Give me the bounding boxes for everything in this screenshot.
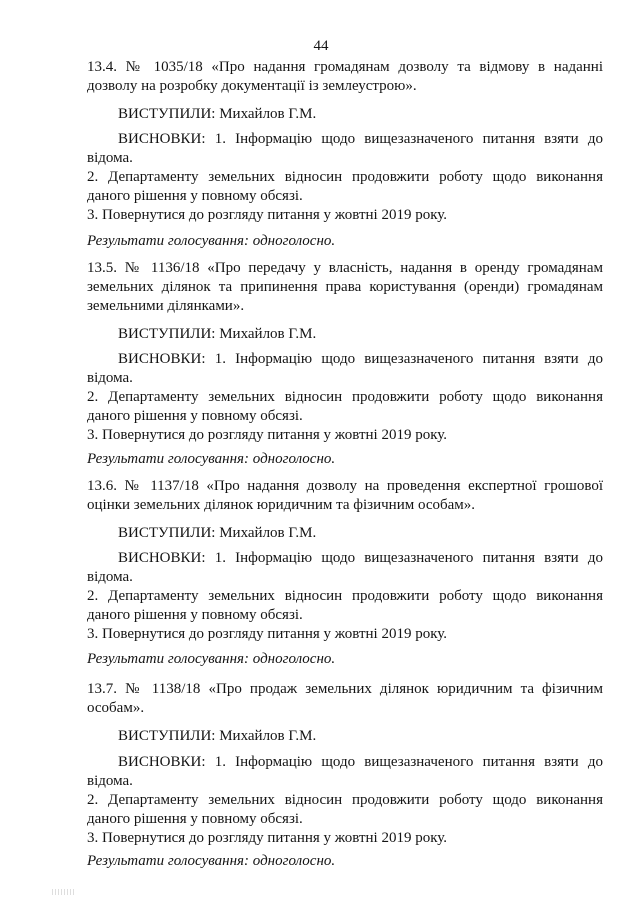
item-13-7-vote-result: Результати голосування: одноголосно. bbox=[87, 853, 336, 869]
item-13-5-vote-result: Результати голосування: одноголосно. bbox=[87, 451, 336, 467]
item-13-6-speakers: ВИСТУПИЛИ: Михайлов Г.М. bbox=[118, 525, 317, 541]
item-13-6-conclusion-line-5: 3. Повернутися до розгляду питання у жовтні 2019 року. bbox=[87, 626, 448, 642]
item-13-7-conclusion-line-5: 3. Повернутися до розгляду питання у жовтні 2019 року. bbox=[87, 830, 448, 846]
item-13-7-conclusion-line-1: ВИСНОВКИ: 1. Інформацію щодо вищезазначеного питання взяти до bbox=[118, 754, 603, 770]
item-13-5-title-line-2: земельних ділянок та припинення права користування (оренди) громадянам bbox=[87, 279, 603, 295]
item-13-5-speakers: ВИСТУПИЛИ: Михайлов Г.М. bbox=[118, 326, 317, 342]
item-13-5-conclusion-line-2: відома. bbox=[87, 370, 133, 386]
item-13-6-conclusion-line-2: відома. bbox=[87, 569, 133, 585]
item-13-7-conclusion-line-3: 2. Департаменту земельних відносин продовжити роботу щодо виконання bbox=[87, 792, 603, 808]
item-13-5-title-line-1: 13.5. № 1136/18 «Про передачу у власність, надання в оренду громадянам bbox=[87, 260, 603, 276]
item-13-4-speakers: ВИСТУПИЛИ: Михайлов Г.М. bbox=[118, 106, 317, 122]
item-13-7-title-line-2: особам». bbox=[87, 700, 145, 716]
item-13-6-vote-result: Результати голосування: одноголосно. bbox=[87, 651, 336, 667]
item-13-7-conclusion-line-4: даного рішення у повному обсязі. bbox=[87, 811, 303, 827]
item-13-5-conclusion-line-4: даного рішення у повному обсязі. bbox=[87, 408, 303, 424]
item-13-7-speakers: ВИСТУПИЛИ: Михайлов Г.М. bbox=[118, 728, 317, 744]
item-13-4-conclusion-line-4: даного рішення у повному обсязі. bbox=[87, 188, 303, 204]
page-number: 44 bbox=[313, 38, 329, 54]
item-13-4-title-line-2: дозволу на розробку документації із землеустрою». bbox=[87, 78, 417, 94]
item-13-4-conclusion-line-5: 3. Повернутися до розгляду питання у жовтні 2019 року. bbox=[87, 207, 448, 223]
item-13-4-vote-result: Результати голосування: одноголосно. bbox=[87, 233, 336, 249]
item-13-7-conclusion-line-2: відома. bbox=[87, 773, 133, 789]
item-13-5-conclusion-line-5: 3. Повернутися до розгляду питання у жовтні 2019 року. bbox=[87, 427, 448, 443]
item-13-6-title-line-1: 13.6. № 1137/18 «Про надання дозволу на проведення експертної грошової bbox=[87, 478, 603, 494]
item-13-4-conclusion-line-3: 2. Департаменту земельних відносин продовжити роботу щодо виконання bbox=[87, 169, 603, 185]
item-13-5-title-line-3: земельними ділянками». bbox=[87, 298, 245, 314]
item-13-6-conclusion-line-1: ВИСНОВКИ: 1. Інформацію щодо вищезазначеного питання взяти до bbox=[118, 550, 603, 566]
item-13-6-title-line-2: оцінки земельних ділянок юридичним та фізичним особам». bbox=[87, 497, 476, 513]
scan-artifact bbox=[52, 889, 74, 895]
item-13-5-conclusion-line-3: 2. Департаменту земельних відносин продовжити роботу щодо виконання bbox=[87, 389, 603, 405]
item-13-4-conclusion-line-1: ВИСНОВКИ: 1. Інформацію щодо вищезазначеного питання взяти до bbox=[118, 131, 603, 147]
item-13-5-conclusion-line-1: ВИСНОВКИ: 1. Інформацію щодо вищезазначеного питання взяти до bbox=[118, 351, 603, 367]
item-13-7-title-line-1: 13.7. № 1138/18 «Про продаж земельних ділянок юридичним та фізичним bbox=[87, 681, 603, 697]
item-13-6-conclusion-line-3: 2. Департаменту земельних відносин продовжити роботу щодо виконання bbox=[87, 588, 603, 604]
item-13-6-conclusion-line-4: даного рішення у повному обсязі. bbox=[87, 607, 303, 623]
item-13-4-conclusion-line-2: відома. bbox=[87, 150, 133, 166]
item-13-4-title-line-1: 13.4. № 1035/18 «Про надання громадянам дозволу та відмову в наданні bbox=[87, 59, 603, 75]
